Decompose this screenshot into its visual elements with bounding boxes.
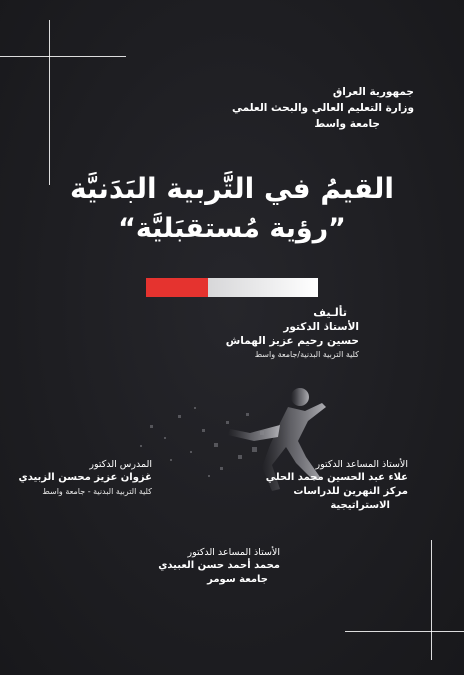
- coauthor-block-left: [19, 458, 152, 498]
- coauthor-affiliation-line2: الاستراتيجية: [330, 500, 390, 511]
- coauthor-block-right: [266, 458, 408, 513]
- authorship-heading: تألـيف: [313, 306, 347, 319]
- coauthor-name: علاء عبد الحسين محمد الحلي: [265, 472, 408, 483]
- coauthor-rank: الأستاذ المساعد الدكتور: [187, 547, 280, 558]
- decor-line-horizontal-top: [0, 56, 126, 57]
- decor-line-horizontal-bottom: [345, 631, 464, 632]
- coauthor-rank: المدرس الدكتور: [89, 459, 152, 470]
- accent-bar-red-segment: [146, 278, 208, 297]
- coauthor-block-bottom: [158, 546, 280, 587]
- accent-bar-light-segment: [208, 278, 318, 297]
- coauthor-affiliation: كلية التربية البدنية - جامعة واسط: [42, 487, 152, 496]
- book-title: القيمُ في التَّربية البَدَنيَّة: [69, 172, 395, 205]
- main-author-rank: الأستاذ الدكتور: [283, 321, 359, 333]
- institution-university: جامعة واسط: [314, 118, 380, 130]
- accent-bar: [146, 278, 318, 297]
- coauthor-name: محمد أحمد حسن العبيدي: [158, 560, 280, 571]
- coauthor-name: غزوان عزيز محسن الزبيدي: [18, 472, 152, 483]
- decor-line-vertical-bottom: [431, 540, 432, 660]
- institution-block: [174, 84, 414, 132]
- coauthor-affiliation-line1: مركز النهرين للدراسات: [293, 486, 408, 497]
- decor-line-vertical-top: [49, 20, 50, 185]
- main-author-block: [226, 306, 359, 361]
- main-author-affiliation: كلية التربية البدنية/جامعة واسط: [254, 350, 359, 359]
- institution-country: جمهورية العراق: [332, 86, 414, 98]
- main-author-name: حسين رحيم عزيز الهماش: [225, 335, 359, 347]
- institution-ministry: وزارة التعليم العالي والبحث العلمي: [231, 102, 414, 114]
- coauthor-rank: الأستاذ المساعد الدكتور: [315, 459, 408, 470]
- coauthor-affiliation: جامعة سومر: [207, 574, 268, 585]
- book-subtitle: ”رؤية مُستقبَليَّة“: [118, 213, 346, 244]
